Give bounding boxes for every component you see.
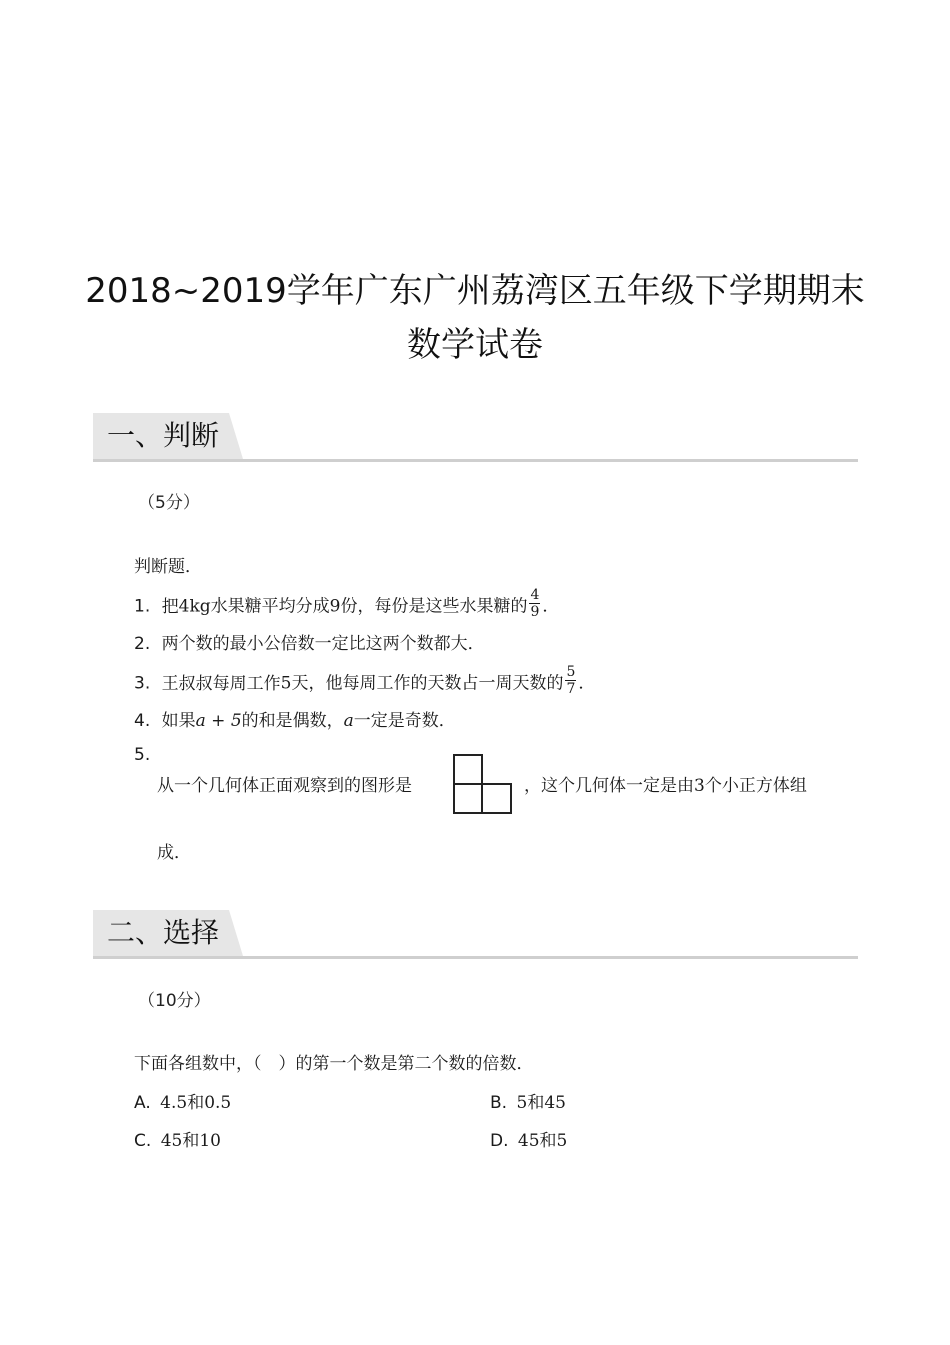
fraction-numerator: 4 <box>530 587 540 603</box>
math-variable: a <box>343 711 354 731</box>
option-value: 5 <box>516 1093 528 1113</box>
front-view-figure <box>453 754 513 814</box>
choice-option-a[interactable] <box>134 1088 231 1113</box>
question-item-5-line2: 成． <box>157 843 191 863</box>
option-letter: A. <box>134 1093 151 1113</box>
exam-title-line2: 数学试卷 <box>407 325 543 365</box>
question-item-5-number: 5. <box>134 745 151 765</box>
question-number: 3. <box>134 673 151 694</box>
choice-option-b[interactable] <box>490 1088 566 1113</box>
question-text: 王叔叔每周工作 <box>161 673 281 694</box>
option-value: 4.5 <box>160 1093 188 1113</box>
math-expression: a + 5 <box>195 711 242 731</box>
question-item-3 <box>134 664 596 700</box>
question-item-5-tail <box>524 771 807 796</box>
question-intro: 判断题． <box>134 557 202 577</box>
option-join: 和 <box>187 1093 205 1113</box>
fraction-numerator: 5 <box>566 664 576 680</box>
section-score: （10分） <box>138 991 211 1011</box>
question-end: ． <box>578 673 596 694</box>
number: 3 <box>694 776 705 796</box>
question-text: 个小正方体组 <box>704 776 807 796</box>
question-item-2 <box>134 629 485 654</box>
exam-title-line1: 2018~2019学年广东广州荔湾区五年级下学期期末 <box>85 271 865 311</box>
question-number: 1. <box>134 596 151 617</box>
question-text: 把 <box>161 596 179 617</box>
number: 5 <box>280 673 292 694</box>
option-value: 45 <box>544 1093 566 1113</box>
choice-option-d[interactable] <box>490 1126 567 1151</box>
question-item-5-text: 从一个几何体正面观察到的图形是 <box>157 776 412 796</box>
question-text: 天，他每周工作的天数占一周天数的 <box>291 673 564 694</box>
question-text: 份，每份是这些水果糖的 <box>340 596 528 617</box>
question-item-1 <box>134 587 560 623</box>
exam-title <box>60 264 890 372</box>
fraction <box>565 664 576 697</box>
number: 9 <box>329 596 341 617</box>
question-text: 水果糖平均分成 <box>210 596 330 617</box>
section-header-judgement <box>93 413 858 462</box>
fraction-denominator: 9 <box>530 604 540 620</box>
option-join: 和 <box>539 1131 557 1151</box>
question-text: ，这个几何体一定是由 <box>524 776 694 796</box>
section-title: 一、判断 <box>107 419 220 452</box>
option-join: 和 <box>527 1093 545 1113</box>
figure-square-top <box>454 755 482 784</box>
question-text: 两个数的最小公倍数一定比这两个数都大． <box>161 634 485 654</box>
question-text: 一定是奇数． <box>353 711 456 731</box>
option-value: 45 <box>517 1131 540 1151</box>
section-header-choice <box>93 910 858 959</box>
question-end: ． <box>542 596 560 617</box>
figure-square-bottom-left <box>454 784 482 813</box>
question-number: 2. <box>134 634 151 654</box>
section-score: （5分） <box>138 493 200 513</box>
choice-option-c[interactable] <box>134 1126 221 1151</box>
question-text: 如果 <box>161 711 196 731</box>
question-number: 4. <box>134 711 151 731</box>
option-join: 和 <box>182 1131 200 1151</box>
question-item-4 <box>134 706 456 731</box>
section-title: 二、选择 <box>107 916 220 949</box>
option-value: 5 <box>556 1131 568 1151</box>
figure-square-bottom-right <box>482 784 511 813</box>
fraction-denominator: 7 <box>566 681 576 697</box>
option-value: 45 <box>160 1131 183 1151</box>
option-letter: C. <box>134 1131 152 1151</box>
fraction <box>529 587 540 620</box>
option-letter: D. <box>490 1131 509 1151</box>
quantity: 4kg <box>178 596 211 617</box>
option-letter: B. <box>490 1093 508 1113</box>
option-value: 0.5 <box>204 1093 232 1113</box>
question-text: 的和是偶数， <box>241 711 344 731</box>
option-value: 10 <box>199 1131 221 1151</box>
choice-question: 下面各组数中，（ ）的第一个数是第二个数的倍数． <box>134 1054 534 1074</box>
